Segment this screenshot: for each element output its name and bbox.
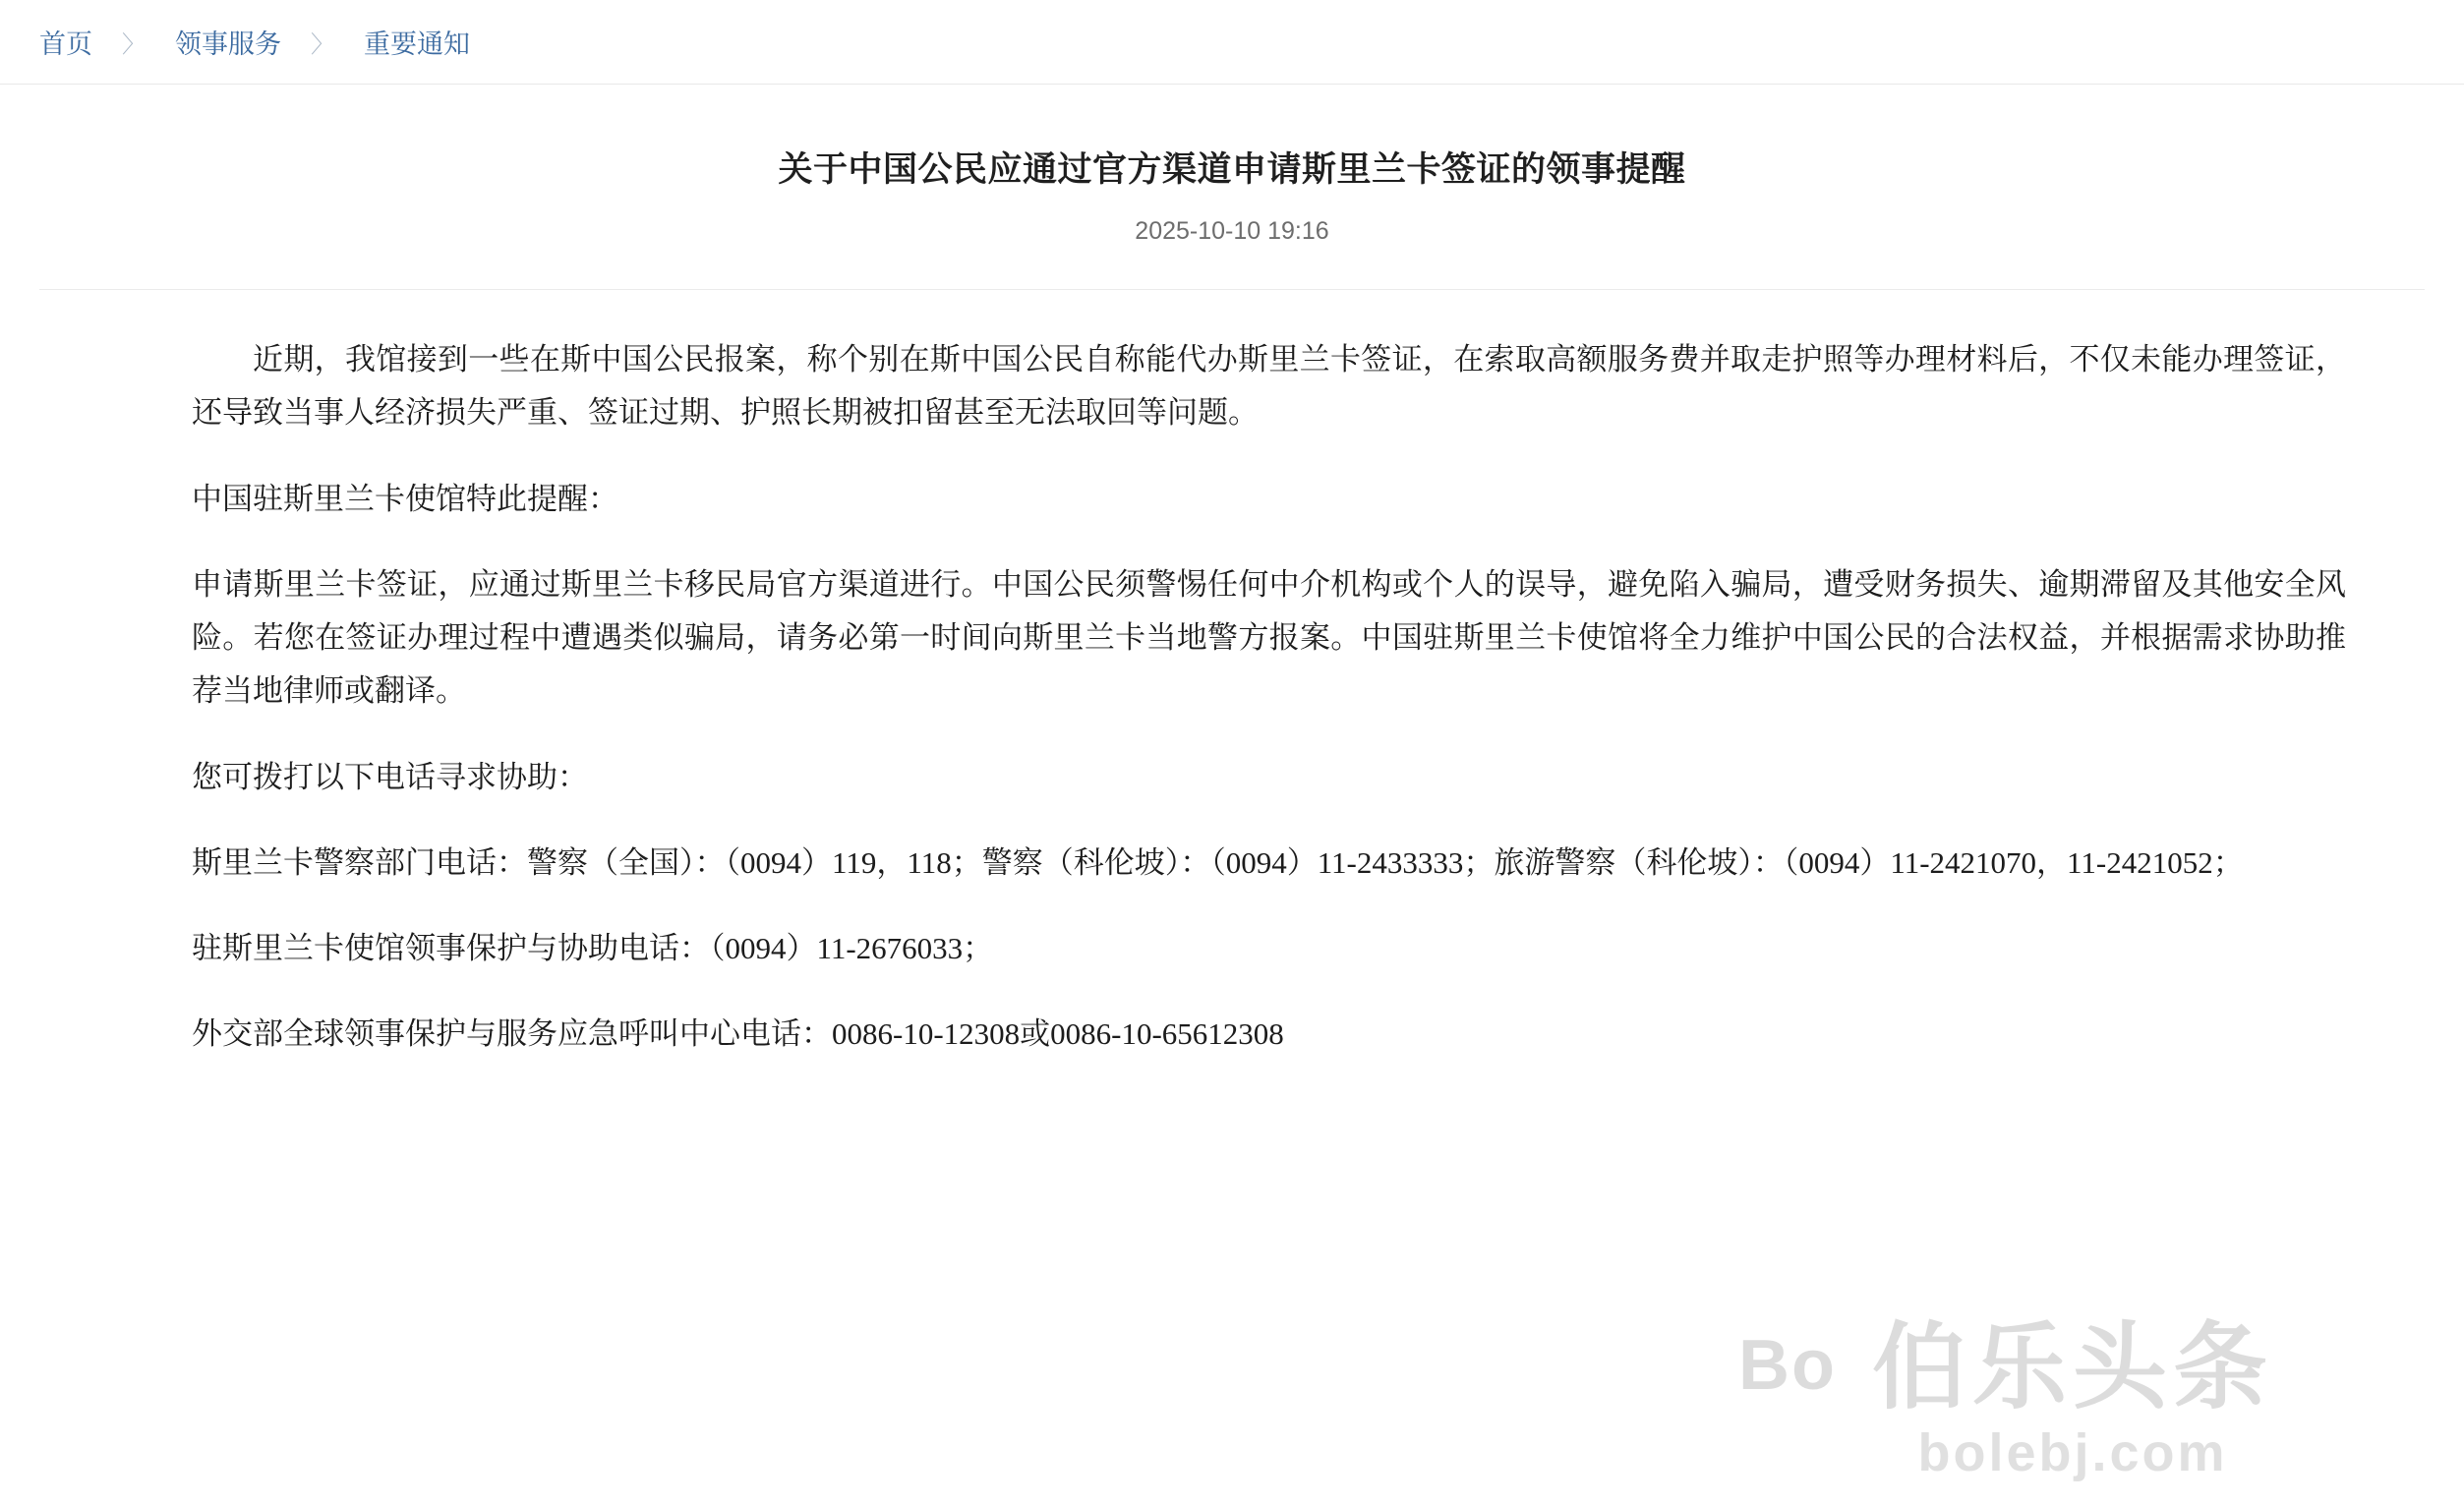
article-paragraph: 您可拨打以下电话寻求协助： bbox=[192, 759, 588, 794]
watermark-brand-cn: 伯乐头条 bbox=[1872, 1314, 2273, 1420]
article bbox=[0, 85, 2464, 1062]
breadcrumb-separator-icon: 〉 bbox=[122, 31, 146, 58]
breadcrumb-item-important-notice[interactable]: 重要通知 bbox=[364, 29, 470, 59]
article-paragraph: 斯里兰卡警察部门电话：警察（全国）：（0094）119，118；警察（科伦坡）：（0094）11-2433333；旅游警察（科伦坡）：（0094）11-2421070，11-2421052； bbox=[192, 844, 2244, 880]
article-paragraph: 申请斯里兰卡签证，应通过斯里兰卡移民局官方渠道进行。中国公民须警惕任何中介机构或个人的误导，避免陷入骗局，遭受财务损失、逾期滞留及其他安全风险。若您在签证办理过程中遭遇类似骗局，请务必第一时间向斯里兰卡当地警方报案。中国驻斯里兰卡使馆将全力维护中国公民的合法权益，并根据需求协助推荐当地律师或翻译。 bbox=[192, 566, 2346, 709]
publish-timestamp: 2025-10-10 19:16 bbox=[1135, 217, 1329, 245]
article-body bbox=[0, 290, 2464, 1062]
watermark bbox=[1729, 1309, 2417, 1496]
article-paragraph: 驻斯里兰卡使馆领事保护与协助电话：（0094）11-2676033； bbox=[192, 931, 994, 965]
page-title: 关于中国公民应通过官方渠道申请斯里兰卡签证的领事提醒 bbox=[778, 150, 1686, 189]
article-paragraph: 外交部全球领事保护与服务应急呼叫中心电话：0086-10-12308或0086-10-65612308 bbox=[192, 1016, 1284, 1052]
article-paragraph: 近期，我馆接到一些在斯中国公民报案，称个别在斯中国公民自称能代办斯里兰卡签证，在索取高额服务费并取走护照等办理材料后，不仅未能办理签证，还导致当事人经济损失严重、签证过期、护照长期被扣留甚至无法取回等问题。 bbox=[192, 342, 2346, 431]
watermark-brand-en: bolebj.com bbox=[1917, 1422, 2228, 1482]
breadcrumb bbox=[0, 0, 2464, 85]
breadcrumb-item-consular-services[interactable]: 领事服务 bbox=[175, 29, 281, 59]
article-paragraph: 中国驻斯里兰卡使馆特此提醒： bbox=[192, 481, 618, 516]
article-header bbox=[39, 85, 2425, 290]
breadcrumb-separator-icon: 〉 bbox=[311, 31, 334, 58]
watermark-logo-mark: Bo bbox=[1738, 1326, 1837, 1405]
breadcrumb-item-home[interactable]: 首页 bbox=[39, 29, 92, 59]
